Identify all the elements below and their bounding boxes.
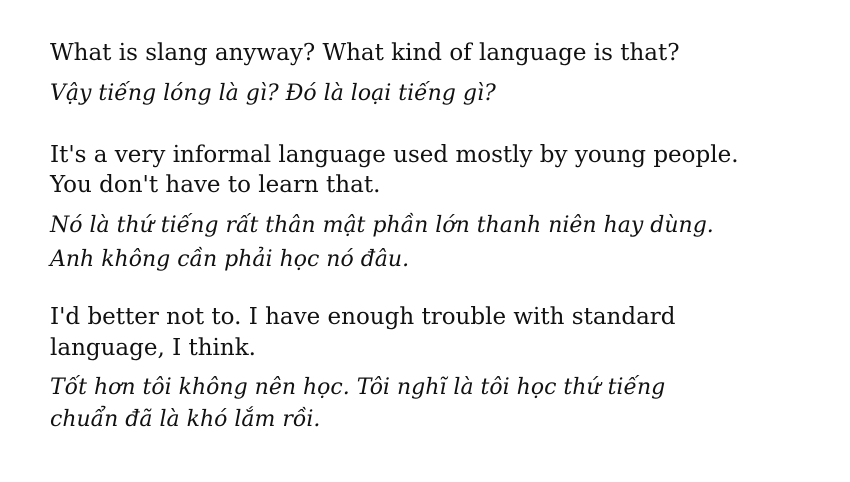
english-line: language, I think. <box>50 335 256 361</box>
english-line: What is slang anyway? What kind of language is that? <box>50 40 680 66</box>
vietnamese-line: Anh không cần phải học nó đâu. <box>50 247 410 272</box>
english-line: It's a very informal language used mostly by young people. <box>50 142 739 168</box>
vietnamese-line: Vậy tiếng lóng là gì? Đó là loại tiếng gì? <box>50 81 496 106</box>
english-line: I'd better not to. I have enough trouble with standard <box>50 304 676 330</box>
vietnamese-line: Nó là thứ tiếng rất thân mật phần lớn thanh niên hay dùng. <box>50 213 714 238</box>
english-line: You don't have to learn that. <box>50 172 381 198</box>
vietnamese-line: Tốt hơn tôi không nên học. Tôi nghĩ là tôi học thứ tiếng <box>50 375 666 400</box>
vietnamese-line: chuẩn đã là khó lắm rồi. <box>50 407 321 432</box>
